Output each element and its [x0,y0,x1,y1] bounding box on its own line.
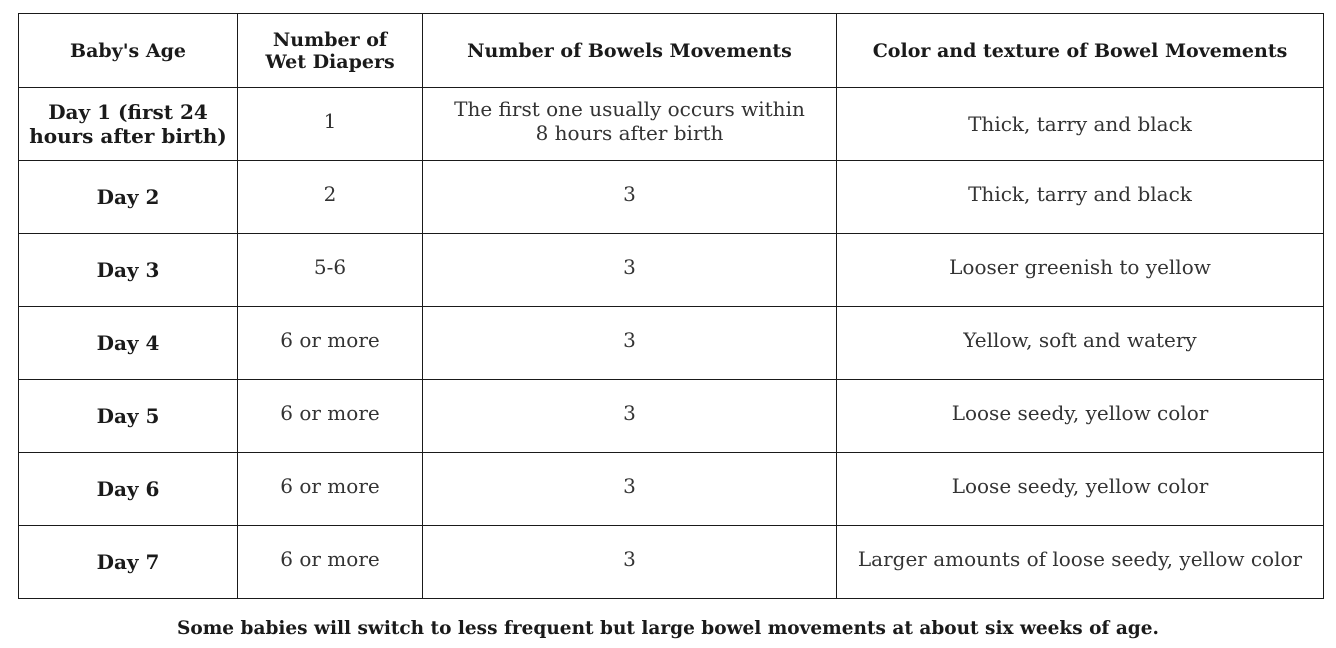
cell-wet-diapers: 2 [238,161,423,234]
table-row [19,234,1324,307]
cell-age: Day 5 [19,380,238,453]
cell-bowel-movements: 3 [423,526,837,599]
cell-age: Day 3 [19,234,238,307]
cell-color-texture: Loose seedy, yellow color [837,453,1324,526]
cell-age: Day 4 [19,307,238,380]
cell-age: Day 7 [19,526,238,599]
cell-wet-diapers: 6 or more [238,307,423,380]
cell-bowel-movements: 3 [423,307,837,380]
cell-color-texture: Looser greenish to yellow [837,234,1324,307]
cell-age-label: Day 1 (first 24 hours after birth) [29,100,227,148]
cell-wet-diapers: 6 or more [238,526,423,599]
header-bowel-movements: Number of Bowels Movements [423,14,837,88]
table-row [19,307,1324,380]
cell-bowel-movements: 3 [423,453,837,526]
cell-wet-diapers: 5-6 [238,234,423,307]
cell-bowel-movements [423,88,837,161]
cell-color-texture: Yellow, soft and watery [837,307,1324,380]
cell-bowel-movements-label: The first one usually occurs within 8 hours after birth [454,97,805,145]
cell-bowel-movements: 3 [423,161,837,234]
header-babys-age: Baby's Age [19,14,238,88]
table-row [19,526,1324,599]
diaper-guide-table-container [18,13,1323,599]
diaper-guide-table [18,13,1324,599]
cell-bowel-movements: 3 [423,234,837,307]
cell-wet-diapers: 6 or more [238,453,423,526]
table-header-row [19,14,1324,88]
table-row [19,380,1324,453]
cell-color-texture: Thick, tarry and black [837,88,1324,161]
header-wet-diapers [238,14,423,88]
table-row [19,161,1324,234]
cell-age: Day 2 [19,161,238,234]
cell-color-texture: Thick, tarry and black [837,161,1324,234]
footnote: Some babies will switch to less frequent but large bowel movements at about six weeks of age. [177,618,1159,639]
table-row [19,88,1324,161]
cell-wet-diapers: 1 [238,88,423,161]
table-row [19,453,1324,526]
cell-bowel-movements: 3 [423,380,837,453]
cell-age: Day 6 [19,453,238,526]
cell-color-texture: Larger amounts of loose seedy, yellow color [837,526,1324,599]
header-color-texture: Color and texture of Bowel Movements [837,14,1324,88]
header-wet-diapers-label: Number of Wet Diapers [265,28,395,73]
cell-wet-diapers: 6 or more [238,380,423,453]
cell-age [19,88,238,161]
cell-color-texture: Loose seedy, yellow color [837,380,1324,453]
